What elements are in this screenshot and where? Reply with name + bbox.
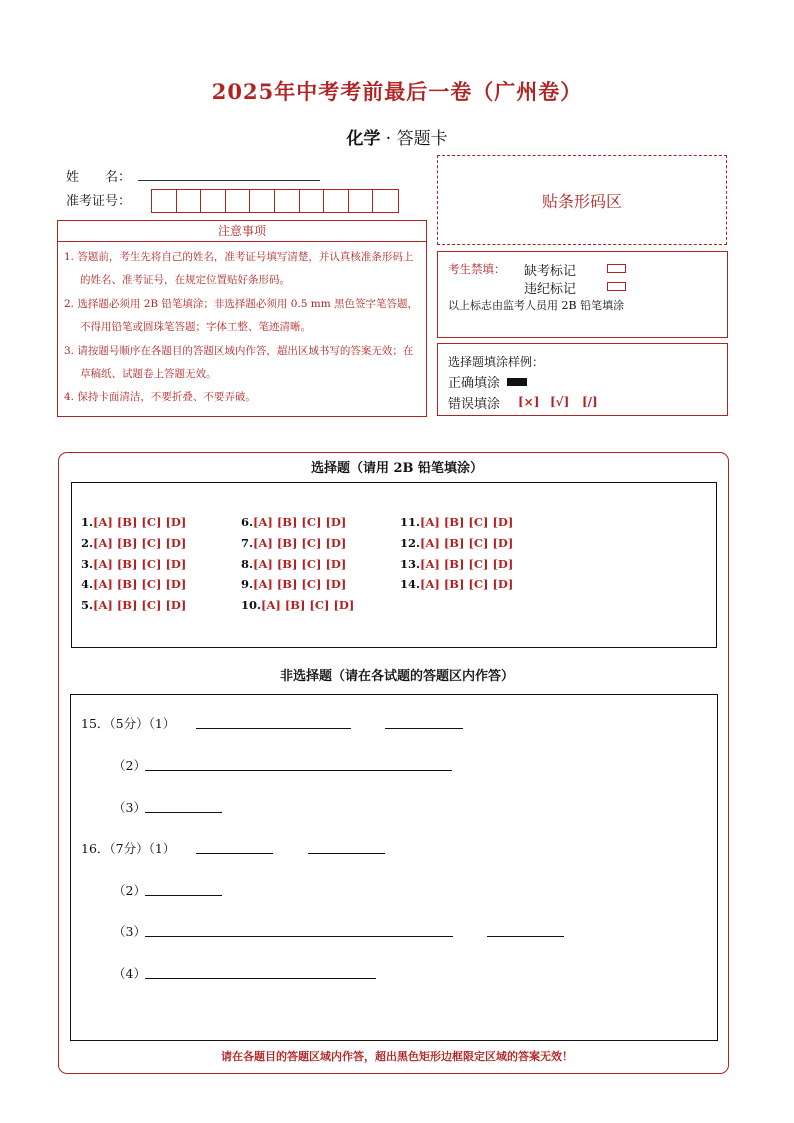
choice-row[interactable]: 1.[A] [B] [C] [D]	[81, 515, 187, 529]
choice-row[interactable]: 7.[A] [B] [C] [D]	[241, 536, 347, 550]
id-digit-box[interactable]	[300, 190, 325, 212]
q15-3-answer-line[interactable]	[145, 812, 222, 813]
forbid-label: 考生禁填：	[448, 262, 506, 276]
q15-1-answer-line-b[interactable]	[385, 728, 463, 729]
choice-row[interactable]: 11.[A] [B] [C] [D]	[400, 515, 514, 529]
choice-row[interactable]: 2.[A] [B] [C] [D]	[81, 536, 187, 550]
subject-label: 化学	[346, 129, 381, 149]
notice-item: 3. 请按题号顺序在各题目的答题区域内作答，超出区域书写的答案无效；在草稿纸、试题卷上答题无效。	[64, 344, 414, 381]
absent-mark-box[interactable]	[607, 264, 626, 273]
free-section-title: 非选择题（请在各试题的答题区内作答）	[279, 669, 514, 684]
choice-row[interactable]: 3.[A] [B] [C] [D]	[81, 557, 187, 571]
q16-1-answer-line-a[interactable]	[196, 853, 273, 854]
q16-2-answer-line[interactable]	[145, 895, 222, 896]
id-digit-box[interactable]	[250, 190, 275, 212]
wrong-mark-cross: [×]	[518, 395, 540, 409]
q16-3-label: （3）	[113, 924, 146, 939]
choice-row[interactable]: 6.[A] [B] [C] [D]	[241, 515, 347, 529]
q15-3-label: （3）	[113, 800, 146, 815]
footer-warning: 请在各题目的答题区域内作答，超出黑色矩形边框限定区域的答案无效！	[221, 1050, 573, 1063]
fill-sample-box	[437, 343, 728, 416]
notice-item: 4. 保持卡面清洁，不要折叠、不要弄破。	[64, 391, 256, 404]
id-digit-box[interactable]	[275, 190, 300, 212]
choice-row[interactable]: 8.[A] [B] [C] [D]	[241, 557, 347, 571]
q15-1-answer-line-a[interactable]	[196, 728, 351, 729]
q15-label: 15．（5分）（1）	[81, 716, 176, 731]
sample-title: 选择题填涂样例：	[448, 355, 545, 369]
id-digit-box[interactable]	[324, 190, 349, 212]
name-field[interactable]	[138, 180, 320, 181]
wrong-fill-label: 错误填涂	[448, 397, 501, 412]
q16-1-answer-line-b[interactable]	[308, 853, 385, 854]
wrong-mark-check: [√]	[550, 395, 570, 409]
choice-answer-box	[71, 482, 717, 648]
correct-fill-mark	[507, 378, 527, 386]
violation-mark-box[interactable]	[607, 282, 626, 291]
choice-row[interactable]: 5.[A] [B] [C] [D]	[81, 598, 187, 612]
id-digit-box[interactable]	[373, 190, 398, 212]
q16-3-answer-line-a[interactable]	[145, 936, 453, 937]
choice-row[interactable]: 4.[A] [B] [C] [D]	[81, 577, 187, 591]
q16-4-label: （4）	[113, 966, 146, 981]
id-label: 准考证号：	[66, 194, 132, 209]
q16-3-answer-line-b[interactable]	[487, 936, 564, 937]
id-digit-box[interactable]	[349, 190, 374, 212]
q16-label: 16．（7分）（1）	[81, 841, 176, 856]
choice-row[interactable]: 13.[A] [B] [C] [D]	[400, 557, 514, 571]
q16-4-answer-line[interactable]	[145, 978, 376, 979]
choice-row[interactable]: 12.[A] [B] [C] [D]	[400, 536, 514, 550]
forbid-note: 以上标志由监考人员用 2B 铅笔填涂	[448, 299, 625, 312]
absent-mark-label: 缺考标记	[524, 264, 577, 279]
page-title: 2025年中考考前最后一卷（广州卷）	[211, 79, 583, 104]
notice-body	[57, 242, 427, 417]
id-digit-box[interactable]	[226, 190, 251, 212]
id-digit-box[interactable]	[201, 190, 226, 212]
q15-2-label: （2）	[113, 758, 146, 773]
id-digit-box[interactable]	[177, 190, 202, 212]
notice-item: 2. 选择题必须用 2B 铅笔填涂；非选择题必须用 0.5 mm 黑色签字笔答题，不得用铅笔或圆珠笔答题；字体工整、笔迹清晰。	[64, 297, 419, 334]
correct-fill-label: 正确填涂	[448, 376, 501, 391]
id-digit-box[interactable]	[152, 190, 177, 212]
violation-mark-label: 违纪标记	[524, 282, 577, 297]
barcode-area: 贴条形码区	[437, 155, 727, 245]
wrong-mark-slash: [/]	[582, 395, 598, 409]
page-subtitle	[0, 124, 794, 149]
choice-row[interactable]: 14.[A] [B] [C] [D]	[400, 577, 514, 591]
notice-item: 1. 答题前，考生先将自己的姓名，准考证号填写清楚，并认真核准条形码上的姓名、准考证号，在规定位置贴好条形码。	[64, 251, 414, 287]
free-answer-box	[70, 694, 718, 1041]
q15-2-answer-line[interactable]	[145, 770, 452, 771]
choice-section-title: 选择题（请用 2B 铅笔填涂）	[310, 461, 484, 476]
notice-heading: 注意事项	[57, 220, 427, 242]
choice-row[interactable]: 10.[A] [B] [C] [D]	[241, 598, 355, 612]
id-number-boxes[interactable]	[151, 189, 399, 213]
subtitle-separator: ·	[380, 129, 397, 149]
name-label: 姓 名：	[66, 170, 132, 185]
choice-row[interactable]: 9.[A] [B] [C] [D]	[241, 577, 347, 591]
forbid-box	[437, 251, 728, 338]
q16-2-label: （2）	[113, 883, 146, 898]
card-label: 答题卡	[396, 129, 448, 149]
